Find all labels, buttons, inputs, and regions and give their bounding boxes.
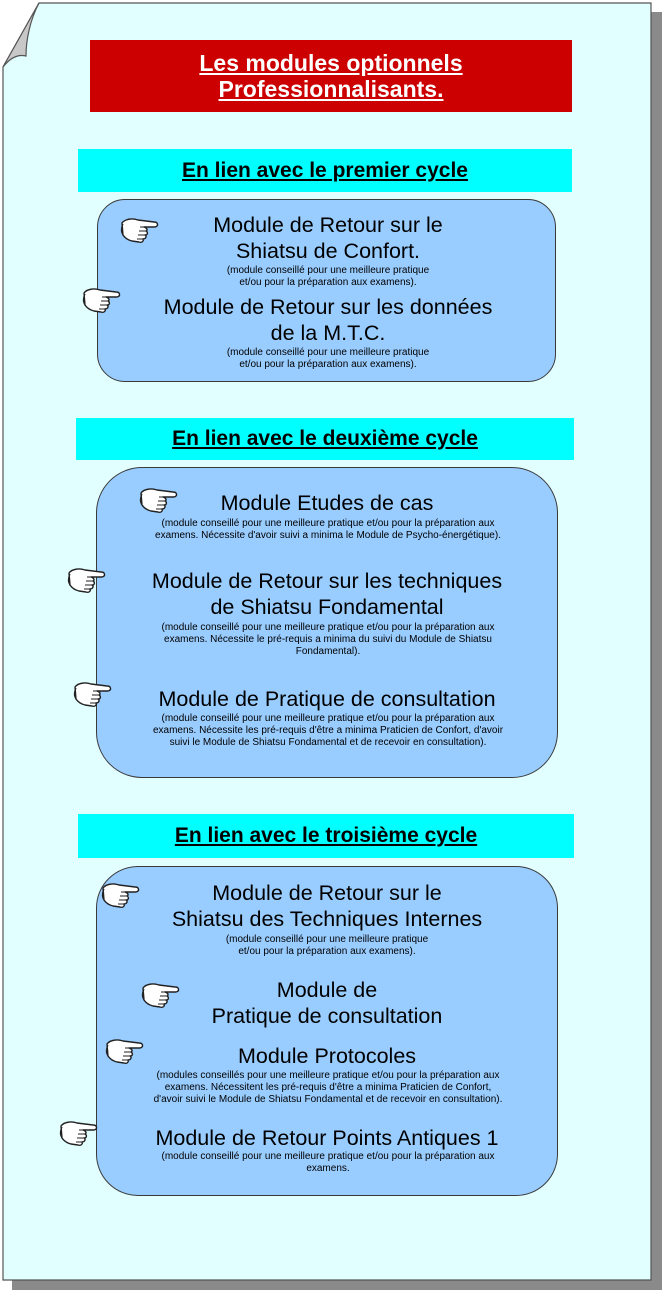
title-line-2: Professionnalisants. xyxy=(218,76,444,102)
module-title-line-1: Module Protocoles xyxy=(237,1044,417,1068)
module-note xyxy=(138,265,518,289)
module-note-line-2: examens. Nécessite les pré-requis d'être a minima Praticien de Confort, d'avoir xyxy=(152,725,504,736)
module-note-line-2: examens. Nécessite d'avoir suivi a minima le Module de Psycho-énergétique). xyxy=(155,530,501,541)
module-note-line-1: (module conseillé pour une meilleure pratique xyxy=(226,265,430,276)
module-title xyxy=(117,880,537,932)
module-panel-cycle-1 xyxy=(97,199,556,382)
module-title xyxy=(137,1043,517,1069)
section-heading-cycle-3: En lien avec le troisième cycle xyxy=(78,814,574,858)
module-panel-cycle-2 xyxy=(96,467,558,778)
module-title-line-1: Module de xyxy=(276,978,378,1002)
module-title-line-1: Module de Retour sur les techniques xyxy=(151,569,503,593)
module-title xyxy=(157,977,497,1029)
module-note-line-2: et/ou pour la préparation aux examens). xyxy=(238,946,416,957)
module-note-line-2: examens. xyxy=(306,1163,350,1174)
module-panel-cycle-3 xyxy=(96,866,558,1196)
module-title xyxy=(157,490,497,516)
module-note-line-2: et/ou pour la préparation aux examens). xyxy=(239,359,417,370)
module-note xyxy=(103,622,553,658)
title-line-1: Les modules optionnels xyxy=(199,50,463,76)
section-heading-cycle-1: En lien avec le premier cycle xyxy=(78,149,572,192)
module-title xyxy=(107,1125,547,1151)
section-heading-cycle-2: En lien avec le deuxième cycle xyxy=(76,418,574,460)
module-title-line-1: Module de Retour sur le xyxy=(212,881,442,905)
module-note-line-1: (modules conseillés pour une meilleure pratique et/ou pour la préparation aux xyxy=(156,1070,500,1081)
module-note-line-2: et/ou pour la préparation aux examens). xyxy=(239,277,417,288)
module-note-line-1: (module conseillé pour une meilleure pratique et/ou pour la préparation aux xyxy=(161,518,495,529)
module-note xyxy=(103,1070,553,1106)
module-title-line-1: Module de Retour sur le xyxy=(213,213,443,237)
module-note xyxy=(103,1151,553,1175)
module-note-line-1: (module conseillé pour une meilleure pratique xyxy=(225,934,429,945)
module-title-line-2: Shiatsu des Techniques Internes xyxy=(171,907,483,931)
module-title xyxy=(107,686,547,712)
module-title xyxy=(138,212,518,264)
module-title-line-2: de la M.T.C. xyxy=(270,321,386,345)
module-note-line-1: (module conseillé pour une meilleure pratique et/ou pour la préparation aux xyxy=(161,622,495,633)
module-note-line-1: (module conseillé pour une meilleure pratique et/ou pour la préparation aux xyxy=(161,713,495,724)
module-title-line-2: de Shiatsu Fondamental xyxy=(210,595,444,619)
module-note xyxy=(103,518,553,542)
module-title-line-1: Module de Retour Points Antiques 1 xyxy=(155,1126,499,1150)
module-title-line-2: Pratique de consultation xyxy=(211,1004,443,1028)
module-note-line-2: examens. Nécessite le pré-requis a minima du suivi du Module de Shiatsu xyxy=(164,634,492,645)
module-note-line-1: (module conseillé pour une meilleure pratique et/ou pour la préparation aux xyxy=(161,1151,495,1162)
page-fold-icon xyxy=(0,0,48,80)
module-note-line-3: Fondamental). xyxy=(295,646,361,657)
module-title xyxy=(107,568,547,620)
module-note xyxy=(137,934,517,958)
module-note xyxy=(138,347,518,371)
module-note-line-3: d'avoir suivi le Module de Shiatsu Fondamental et de recevoir en consultation). xyxy=(153,1094,503,1105)
module-title xyxy=(118,294,538,346)
pointing-hand-icon xyxy=(59,1113,105,1147)
module-note-line-3: suivi le Module de Shiatsu Fondamental et de recevoir en consultation). xyxy=(169,737,487,748)
module-title-line-2: Shiatsu de Confort. xyxy=(235,239,421,263)
module-note xyxy=(103,713,553,749)
module-note-line-1: (module conseillé pour une meilleure pratique xyxy=(226,347,430,358)
module-title-line-1: Module de Pratique de consultation xyxy=(158,687,496,711)
module-title-line-1: Module Etudes de cas xyxy=(220,491,434,515)
module-title-line-1: Module de Retour sur les données xyxy=(163,295,493,319)
module-note-line-2: examens. Nécessitent les pré-requis d'être a minima Praticien de Confort, xyxy=(164,1082,492,1093)
page-title xyxy=(90,40,572,112)
